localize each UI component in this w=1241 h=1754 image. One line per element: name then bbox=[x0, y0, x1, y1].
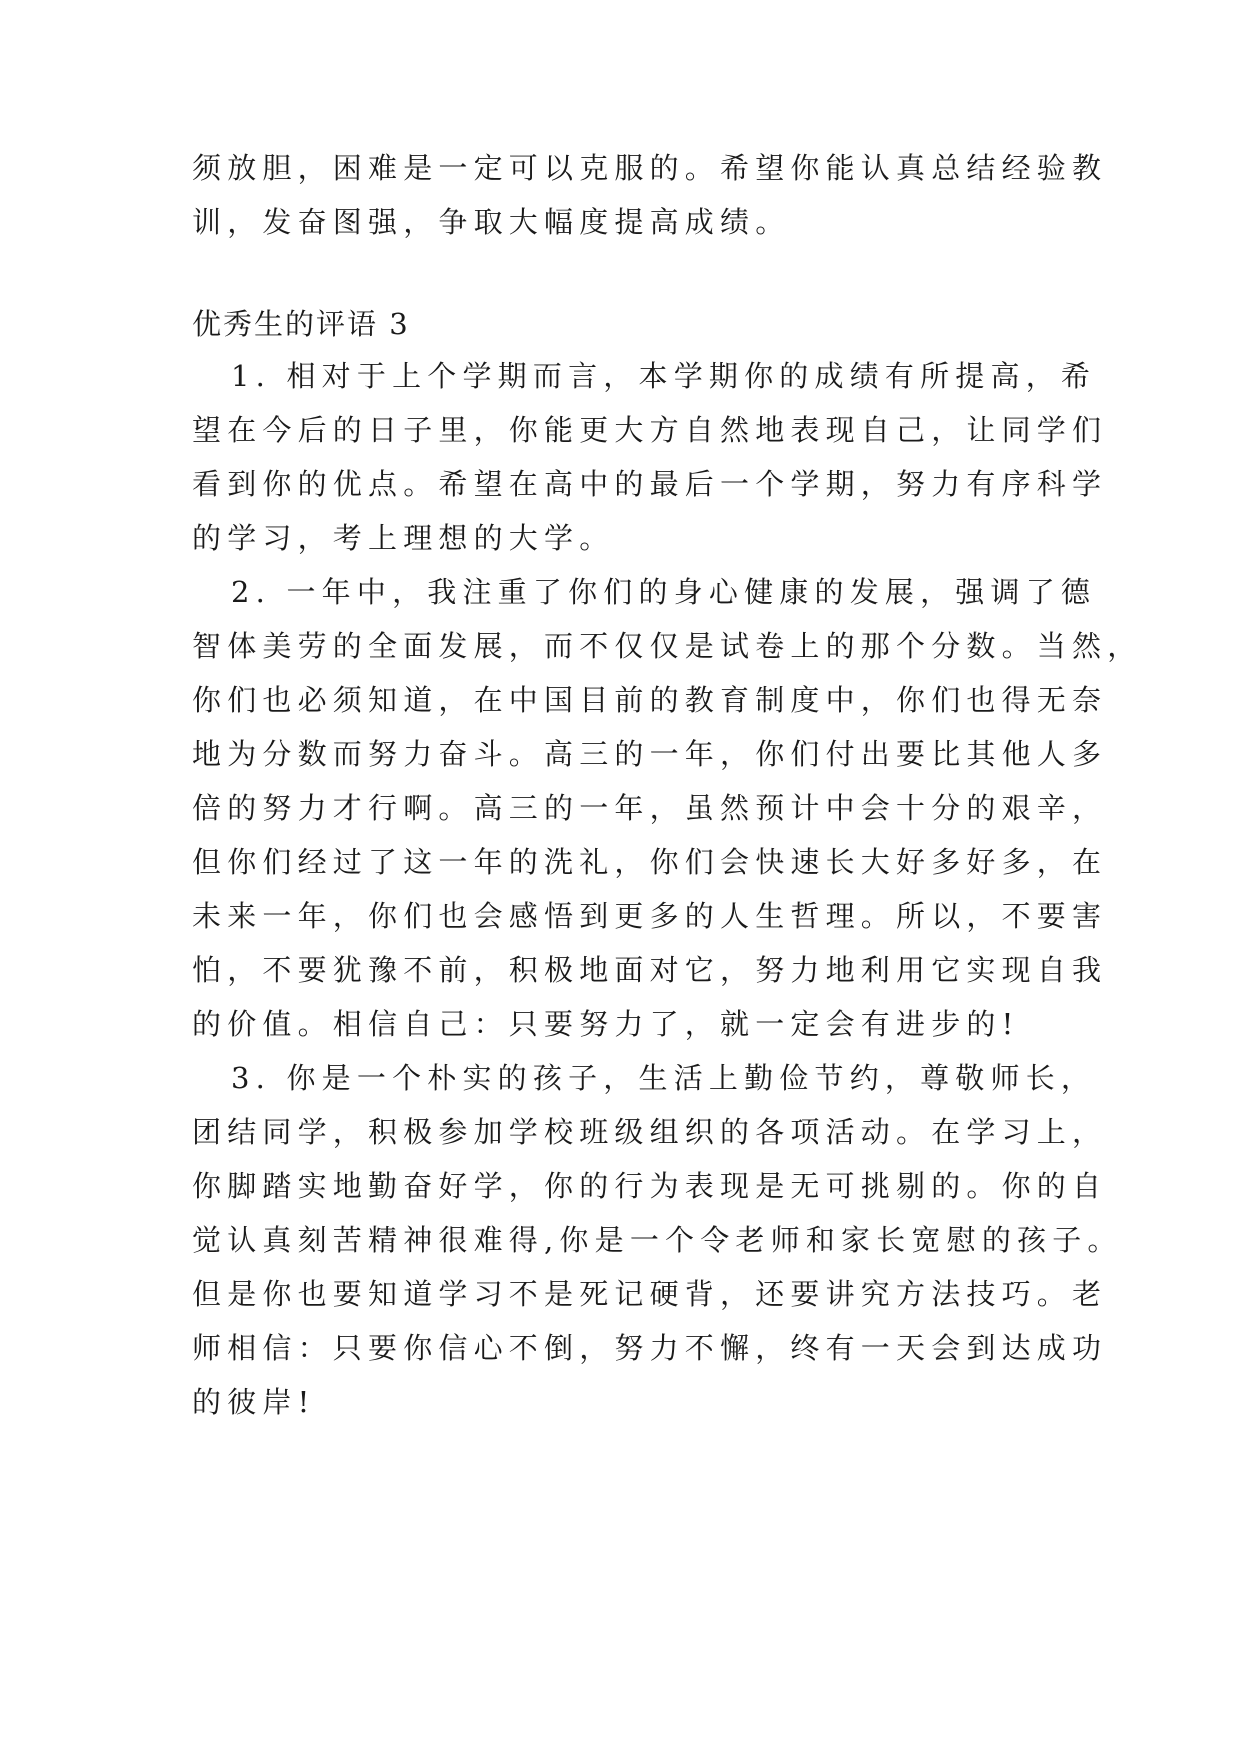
item-3-line: 的彼岸! bbox=[192, 1385, 316, 1419]
paragraph-line: 须放胆，困难是一定可以克服的。希望你能认真总结经验教 bbox=[192, 151, 1108, 185]
item-1-line: 1. 相对于上个学期而言，本学期你的成绩有所提高，希 bbox=[231, 359, 1097, 393]
item-2-line: 未来一年，你们也会感悟到更多的人生哲理。所以，不要害 bbox=[192, 899, 1108, 933]
item-2-line: 智体美劳的全面发展，而不仅仅是试卷上的那个分数。当然， bbox=[192, 629, 1143, 663]
item-2-line: 倍的努力才行啊。高三的一年，虽然预计中会十分的艰辛， bbox=[192, 791, 1108, 825]
item-3-line: 师相信：只要你信心不倒，努力不懈，终有一天会到达成功 bbox=[192, 1331, 1108, 1365]
item-2-line: 2. 一年中，我注重了你们的身心健康的发展，强调了德 bbox=[231, 575, 1097, 609]
item-2-line: 地为分数而努力奋斗。高三的一年，你们付出要比其他人多 bbox=[192, 737, 1108, 771]
item-1-line: 的学习，考上理想的大学。 bbox=[192, 521, 615, 555]
item-1-line: 看到你的优点。希望在高中的最后一个学期，努力有序科学 bbox=[192, 467, 1108, 501]
section-title: 优秀生的评语 3 bbox=[192, 307, 410, 341]
item-3-line: 觉认真刻苦精神很难得,你是一个令老师和家长宽慰的孩子。 bbox=[192, 1223, 1123, 1257]
paragraph-line: 训，发奋图强，争取大幅度提高成绩。 bbox=[192, 205, 791, 239]
item-2-line: 你们也必须知道，在中国目前的教育制度中，你们也得无奈 bbox=[192, 683, 1108, 717]
item-2-line: 但你们经过了这一年的洗礼，你们会快速长大好多好多，在 bbox=[192, 845, 1108, 879]
item-1-line: 望在今后的日子里，你能更大方自然地表现自己，让同学们 bbox=[192, 413, 1108, 447]
item-3-line: 你脚踏实地勤奋好学，你的行为表现是无可挑剔的。你的自 bbox=[192, 1169, 1108, 1203]
item-3-line: 但是你也要知道学习不是死记硬背，还要讲究方法技巧。老 bbox=[192, 1277, 1108, 1311]
item-2-line: 怕，不要犹豫不前，积极地面对它，努力地利用它实现自我 bbox=[192, 953, 1108, 987]
item-3-line: 团结同学，积极参加学校班级组织的各项活动。在学习上， bbox=[192, 1115, 1108, 1149]
item-3-line: 3. 你是一个朴实的孩子，生活上勤俭节约，尊敬师长， bbox=[231, 1061, 1097, 1095]
item-2-line: 的价值。相信自己：只要努力了，就一定会有进步的! bbox=[192, 1007, 1020, 1041]
